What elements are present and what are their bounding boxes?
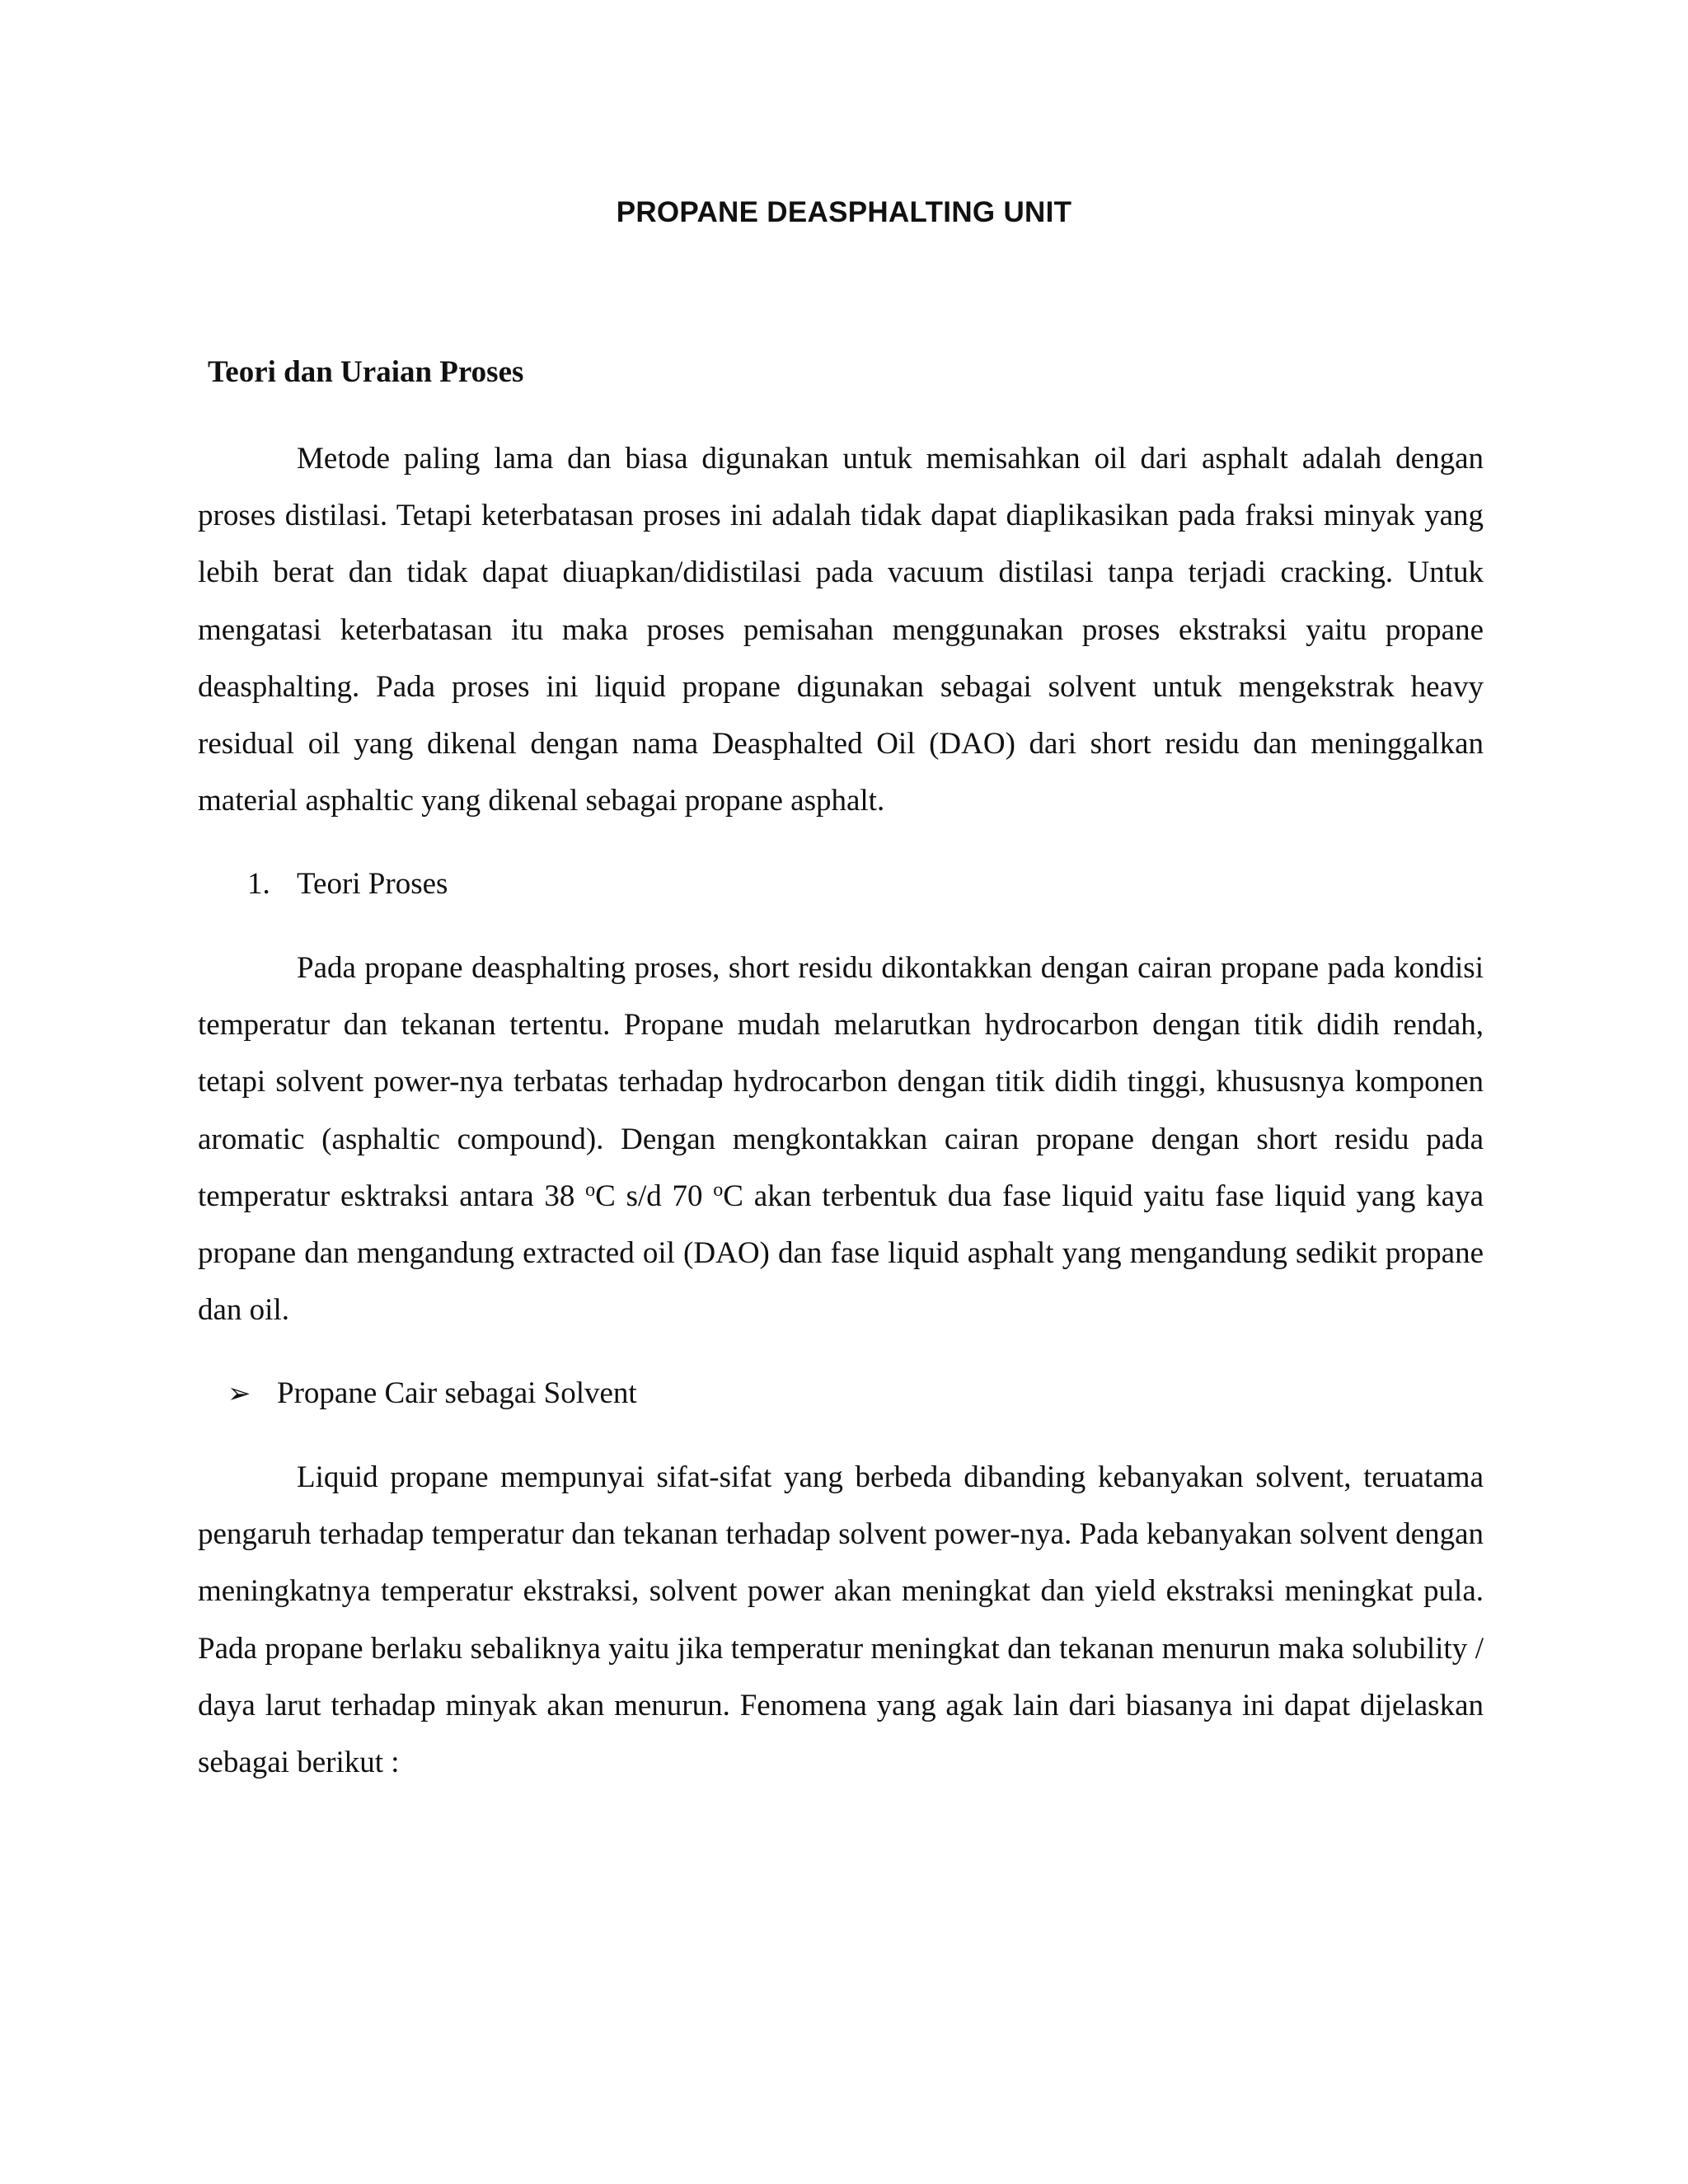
paragraph-text: C akan terbentuk dua fase liquid yaitu fase liquid yang kaya propane dan mengandung extracted oil (DAO) dan fase liquid asphalt yang mengandung sedikit propane dan oil. [198, 1179, 1484, 1328]
paragraph-teori-proses [198, 940, 1484, 1338]
list-item-label: Propane Cair sebagai Solvent [277, 1376, 637, 1410]
degree-superscript: o [713, 1179, 724, 1201]
degree-superscript: o [585, 1179, 596, 1201]
paragraph-propane-solvent: Liquid propane mempunyai sifat-sifat yang berbeda dibanding kebanyakan solvent, teruatama pengaruh terhadap temperatur dan tekanan terhadap solvent power-nya. Pada kebanyakan solvent dengan meningkatnya temperatur ekstraksi, solvent power akan meningkat dan yield ekstraksi meningkat pula. Pada propane berlaku sebaliknya yaitu jika temperatur meningkat dan tekanan menurun maka solubility / daya larut terhadap minyak akan menurun. Fenomena yang agak lain dari biasanya ini dapat dijelaskan sebagai berikut : [198, 1460, 1484, 1780]
list-item-propane-cair [198, 1373, 637, 1414]
list-item-teori-proses [198, 864, 448, 905]
paragraph-text: Pada propane deasphalting proses, short residu dikontakkan dengan cairan propane pada kondisi temperatur dan tekanan tertentu. Propane mudah melarutkan hydrocarbon dengan titik didih rendah, tetapi solvent power-nya terbatas terhadap hydrocarbon dengan titik didih tinggi, khususnya komponen aromatic (asphaltic compound). Dengan mengkontakkan cairan propane dengan short residu pada temperatur esktraksi antara 38 [198, 951, 1484, 1213]
document-title: PROPANE DEASPHALTING UNIT [616, 196, 1072, 228]
list-item-label: Teori Proses [297, 867, 448, 901]
paragraph-intro: Metode paling lama dan biasa digunakan untuk memisahkan oil dari asphalt adalah dengan proses distilasi. Tetapi keterbatasan proses ini adalah tidak dapat diaplikasikan pada fraksi minyak yang lebih berat dan tidak dapat diuapkan/didistilasi pada vacuum distilasi tanpa terjadi cracking. Untuk mengatasi keterbatasan itu maka proses pemisahan menggunakan proses ekstraksi yaitu propane deasphalting. Pada proses ini liquid propane digunakan sebagai solvent untuk mengekstrak heavy residual oil yang dikenal dengan nama Deasphalted Oil (DAO) dari short residu dan meninggalkan material asphaltic yang dikenal sebagai propane asphalt. [198, 442, 1484, 818]
paragraph-text: C s/d 70 [595, 1179, 714, 1213]
section-heading: Teori dan Uraian Proses [208, 355, 524, 389]
arrow-bullet-icon: ➢ [227, 1377, 251, 1410]
list-number: 1. [247, 867, 270, 901]
